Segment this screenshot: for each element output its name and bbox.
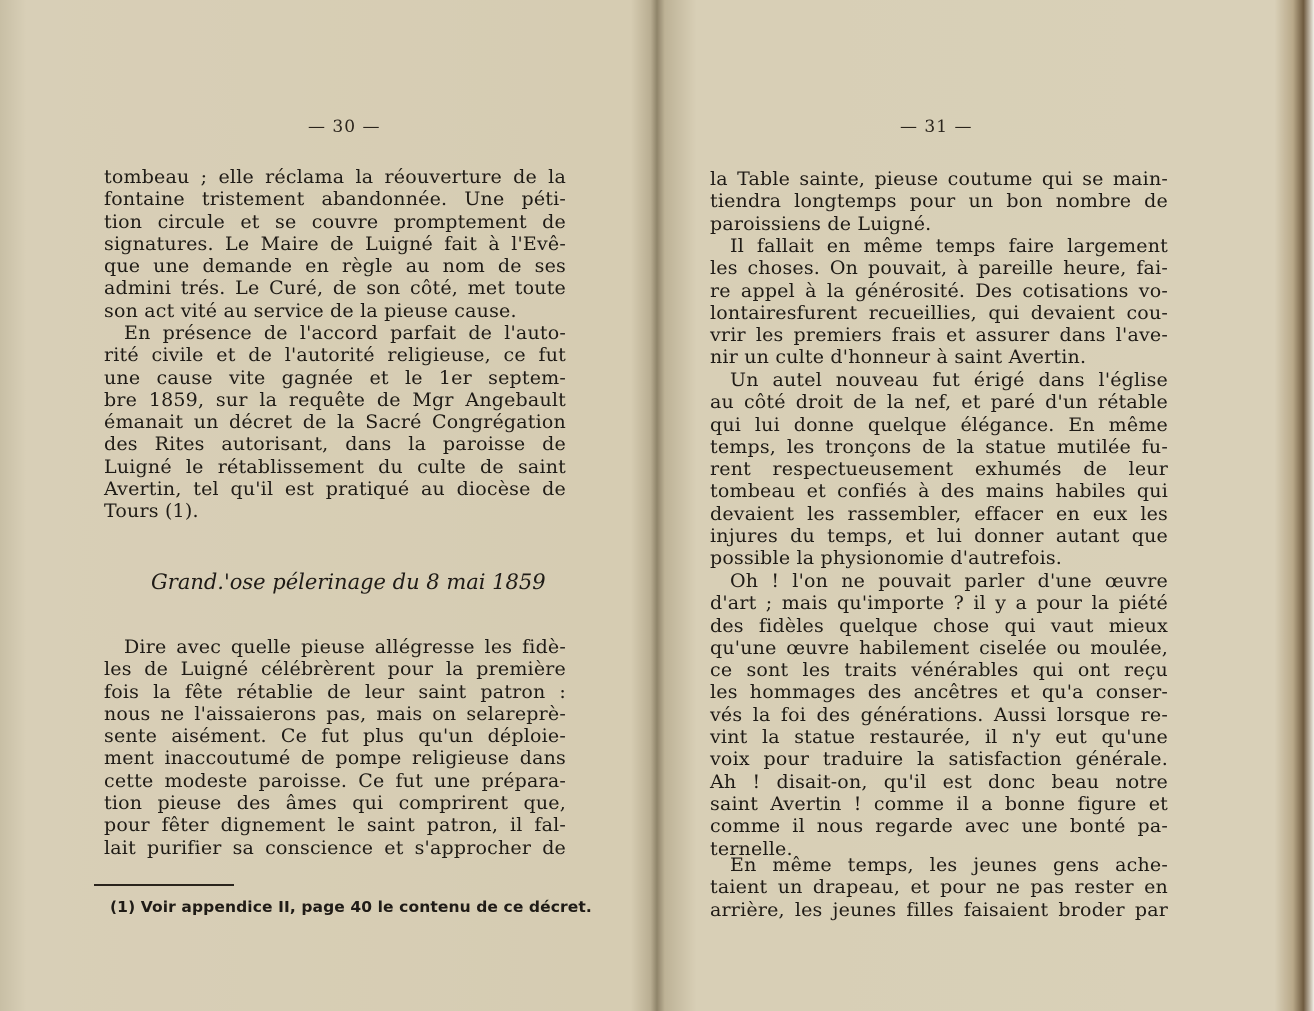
text-line: voix pour traduire la satisfaction générale. <box>710 748 1168 771</box>
text-line: vrir les premiers frais et assurer dans l'ave- <box>710 324 1168 347</box>
paragraph <box>710 168 1168 235</box>
text-line: Il fallait en même temps faire largement <box>730 235 1168 257</box>
text-line: nir un culte d'honneur à saint Avertin. <box>710 346 1087 369</box>
left-page <box>18 0 630 1011</box>
text-line: tombeau et confiés à des mains habiles qui <box>710 480 1168 503</box>
text-line: sente aisément. Ce fut plus qu'un déploie- <box>104 725 566 748</box>
text-line: fontaine tristement abandonnée. Une péti- <box>104 188 566 211</box>
text-line: la Table sainte, pieuse coutume qui se main- <box>710 168 1168 190</box>
text-line: injures du temps, et lui donner autant que <box>710 525 1168 548</box>
section-title: Grand.'ose pélerinage du 8 mai 1859 <box>151 570 546 594</box>
paragraph <box>710 235 1168 369</box>
text-line: vés la foi des générations. Aussi lorsque re- <box>710 703 1168 726</box>
paragraph <box>710 854 1168 921</box>
text-line: comme il nous regarde avec une bonté pa- <box>710 815 1168 838</box>
text-line: d'art ; mais qu'importe ? il y a pour la piété <box>710 592 1168 615</box>
text-line: lontairesfurent recueillies, qui devaient cou- <box>710 301 1168 324</box>
text-line: bre 1859, sur la requête de Mgr Angebault <box>104 388 566 411</box>
text-line: Oh ! l'on ne pouvait parler d'une œuvre <box>730 570 1168 592</box>
text-line: ternelle. <box>710 837 793 860</box>
text-line: En présence de l'accord parfait de l'auto- <box>124 322 566 344</box>
paragraph <box>104 166 566 322</box>
text-line: des Rites autorisant, dans la paroisse de <box>104 433 566 456</box>
text-line: vint la statue restaurée, il n'y eut qu'une <box>710 726 1168 749</box>
text-line: Tours (1). <box>104 500 199 523</box>
text-line: Dire avec quelle pieuse allégresse les fidè- <box>124 636 566 658</box>
text-line: re appel à la générosité. Des cotisations vo- <box>710 279 1168 302</box>
text-line: devaient les rassembler, effacer en eux les <box>710 502 1168 525</box>
text-line: ce sont les traits vénérables qui ont reçu <box>710 659 1168 682</box>
page-number: — 31 — <box>900 117 973 137</box>
text-line: rité civile et de l'autorité religieuse, ce fut <box>104 344 566 367</box>
text-line: temps, les tronçons de la statue mutilée fu- <box>710 435 1168 458</box>
text-line: cette modeste paroisse. Ce fut une prépara- <box>104 769 566 792</box>
text-line: lait purifier sa conscience et s'approcher de <box>104 836 566 859</box>
paragraph <box>104 636 566 859</box>
text-line: taient un drapeau, et pour ne pas rester en <box>710 876 1168 899</box>
text-line: émanait un décret de la Sacré Congrégation <box>104 411 566 434</box>
footnote-rule <box>94 884 234 886</box>
text-line: que une demande en règle au nom de ses <box>104 255 566 278</box>
text-line: arrière, les jeunes filles faisaient broder par <box>710 898 1168 921</box>
text-line: les choses. On pouvait, à pareille heure, fai- <box>710 257 1168 280</box>
text-line: qui lui donne quelque élégance. En même <box>710 413 1168 436</box>
text-line: pour fêter dignement le saint patron, il fal- <box>104 814 566 837</box>
right-page <box>642 0 1282 1011</box>
text-line: possible la physionomie d'autrefois. <box>710 547 1063 570</box>
paragraph <box>104 322 566 523</box>
paragraph <box>710 369 1168 570</box>
text-line: rent respectueusement exhumés de leur <box>710 458 1168 481</box>
text-line: Luigné le rétablissement du culte de saint <box>104 455 566 478</box>
text-line: ment inaccoutumé de pompe religieuse dans <box>104 747 566 770</box>
text-line: nous ne l'aissaierons pas, mais on selareprè- <box>104 702 566 725</box>
page-number: — 30 — <box>308 117 381 137</box>
text-line: admini trés. Le Curé, de son côté, met toute <box>104 277 566 300</box>
footnote: (1) Voir appendice II, page 40 le contenu de ce décret. <box>110 898 592 916</box>
text-line: fois la fête rétablie de leur saint patron : <box>104 680 566 703</box>
text-line: saint Avertin ! comme il a bonne figure et <box>710 792 1168 815</box>
text-line: tiendra longtemps pour un bon nombre de <box>710 190 1168 213</box>
text-line: Avertin, tel qu'il est pratiqué au diocèse de <box>104 478 566 501</box>
text-line: signatures. Le Maire de Luigné fait à l'Evê- <box>104 232 566 255</box>
paragraph <box>710 570 1168 860</box>
text-line: les de Luigné célébrèrent pour la première <box>104 658 566 681</box>
text-line: qu'une œuvre habilement ciselée ou moulée, <box>710 636 1168 659</box>
text-line: les hommages des ancêtres et qu'a conser- <box>710 681 1168 704</box>
text-line: Ah ! disait-on, qu'il est donc beau notre <box>710 770 1168 793</box>
text-line: tion circule et se couvre promptement de <box>104 210 566 233</box>
text-line: Un autel nouveau fut érigé dans l'église <box>730 369 1168 391</box>
text-line: au côté droit de la nef, et paré d'un rétable <box>710 391 1168 414</box>
text-line: une cause vite gagnée et le 1er septem- <box>104 366 566 389</box>
text-line: son act vité au service de la pieuse cause. <box>104 299 517 322</box>
text-line: des fidèles quelque chose qui vaut mieux <box>710 614 1168 637</box>
text-line: paroissiens de Luigné. <box>710 212 932 235</box>
text-line: tion pieuse des âmes qui comprirent que, <box>104 792 566 815</box>
text-line: tombeau ; elle réclama la réouverture de la <box>104 166 566 188</box>
text-line: En même temps, les jeunes gens ache- <box>730 854 1168 876</box>
